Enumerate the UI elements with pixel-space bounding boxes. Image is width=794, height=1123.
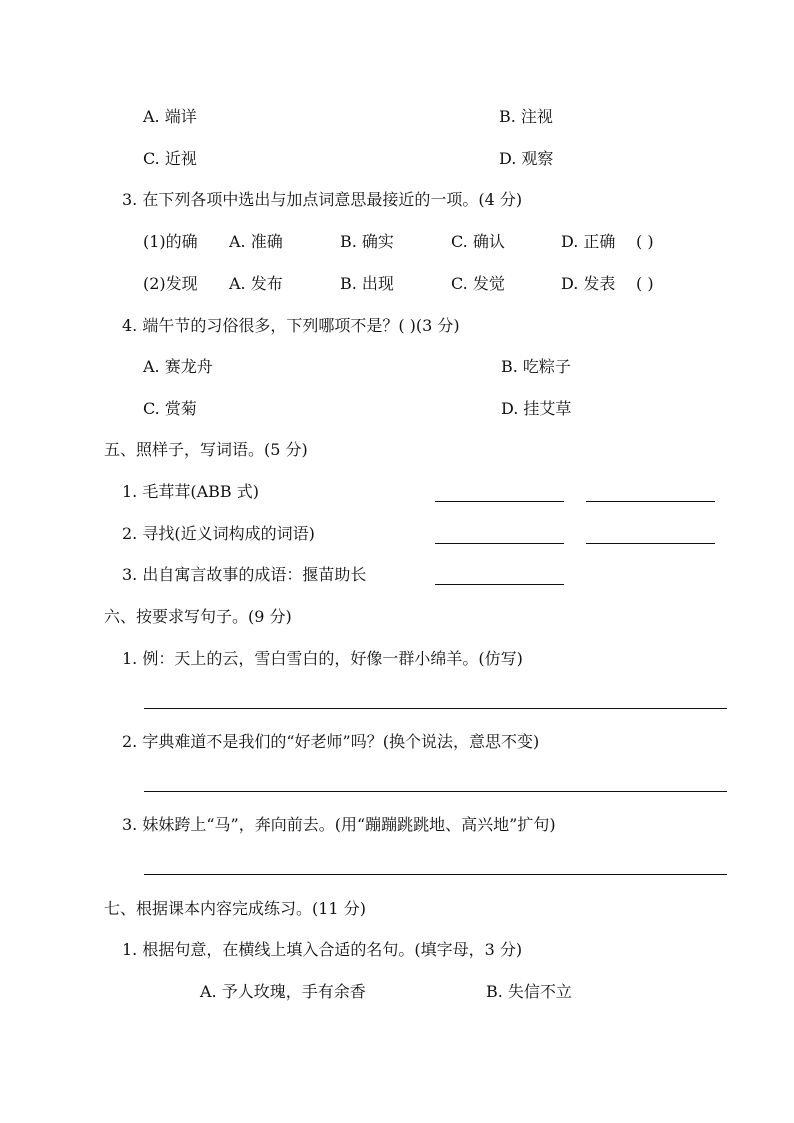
q3-row2-option-c: C. 发觉 — [451, 274, 505, 293]
q3-row2-answer-paren: ( ) — [636, 274, 654, 293]
q2-option-a: A. 端详 — [143, 107, 197, 126]
q3-row1-option-d: D. 正确 — [561, 232, 616, 251]
q3-stem: 3. 在下列各项中选出与加点词意思最接近的一项。(4 分) — [122, 190, 523, 209]
q3-row1-option-a: A. 准确 — [229, 232, 283, 251]
section7-option-a: A. 予人玫瑰，手有余香 — [200, 982, 366, 1001]
section7-q1-stem: 1. 根据句意，在横线上填入合适的名句。(填字母，3 分) — [122, 940, 523, 959]
q3-row2-word: (2)发现 — [143, 274, 198, 293]
section5-item-3-blank[interactable] — [435, 584, 564, 585]
q2-option-b: B. 注视 — [499, 107, 553, 126]
section6-title: 六、按要求写句子。(9 分) — [104, 607, 292, 626]
q3-row2-option-b: B. 出现 — [340, 274, 394, 293]
q2-option-c: C. 近视 — [143, 149, 197, 168]
q4-stem: 4. 端午节的习俗很多，下列哪项不是？( )(3 分) — [122, 316, 460, 335]
section6-item-3-answer-line[interactable] — [144, 874, 727, 875]
section6-item-3: 3. 妹妹跨上“马”，奔向前去。(用“蹦蹦跳跳地、高兴地”扩句) — [122, 815, 556, 834]
section6-item-1-answer-line[interactable] — [144, 708, 727, 709]
section5-item-2-blank-1[interactable] — [435, 543, 564, 544]
q3-row2-option-a: A. 发布 — [229, 274, 283, 293]
q4-option-b: B. 吃粽子 — [501, 357, 571, 376]
q3-row1-answer-paren: ( ) — [636, 232, 654, 251]
q4-option-d: D. 挂艾草 — [501, 399, 572, 418]
section5-title: 五、照样子，写词语。(5 分) — [104, 440, 308, 459]
section5-item-1: 1. 毛茸茸(ABB 式) — [122, 482, 259, 501]
section5-item-2: 2. 寻找(近义词构成的词语) — [122, 524, 315, 543]
q4-option-c: C. 赏菊 — [143, 399, 197, 418]
section6-item-2-answer-line[interactable] — [144, 791, 727, 792]
section5-item-1-blank-2[interactable] — [586, 501, 715, 502]
section5-item-1-blank-1[interactable] — [435, 501, 564, 502]
section7-option-b: B. 失信不立 — [486, 982, 572, 1001]
section7-title: 七、根据课本内容完成练习。(11 分) — [104, 899, 366, 918]
q3-row1-option-c: C. 确认 — [451, 232, 505, 251]
section5-item-2-blank-2[interactable] — [586, 543, 715, 544]
q3-row1-option-b: B. 确实 — [340, 232, 394, 251]
section6-item-1: 1. 例：天上的云，雪白雪白的，好像一群小绵羊。(仿写) — [122, 649, 523, 668]
q4-option-a: A. 赛龙舟 — [143, 357, 213, 376]
q3-row1-word: (1)的确 — [143, 232, 198, 251]
q3-row2-option-d: D. 发表 — [561, 274, 616, 293]
q2-option-d: D. 观察 — [499, 149, 554, 168]
section5-item-3: 3. 出自寓言故事的成语：揠苗助长 — [122, 565, 367, 584]
section6-item-2: 2. 字典难道不是我们的“好老师”吗？(换个说法，意思不变) — [122, 732, 540, 751]
